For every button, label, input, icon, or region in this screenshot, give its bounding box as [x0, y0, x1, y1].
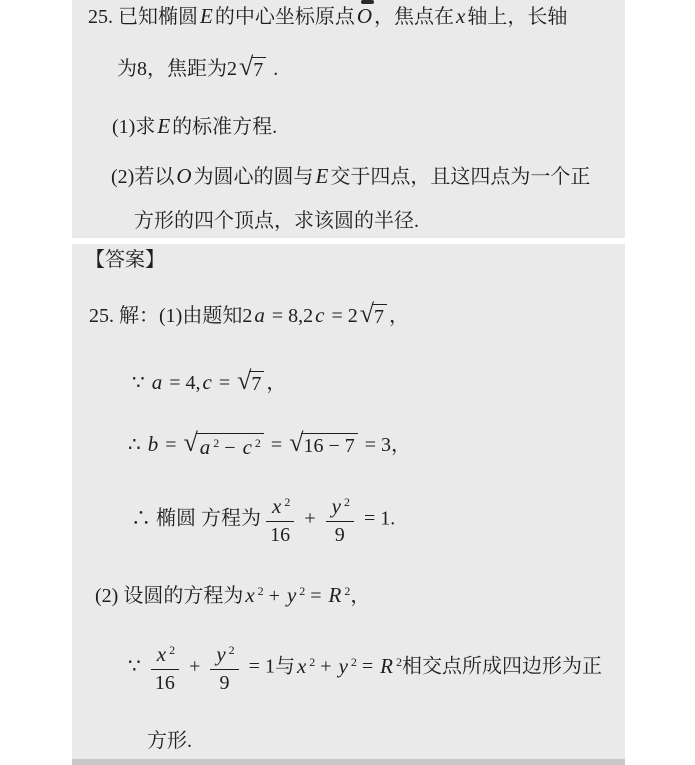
fraction-denominator — [151, 670, 179, 696]
math-segment: = — [356, 655, 379, 678]
superscript: 2 — [343, 495, 350, 510]
radical-icon: √ — [183, 428, 198, 457]
sqrt-expression — [289, 428, 358, 458]
fraction — [326, 494, 354, 548]
math-variable: a — [254, 303, 265, 327]
math-segment: = 4, — [164, 372, 201, 394]
math-segment: 25. — [89, 305, 119, 327]
math-variable: x — [272, 494, 282, 518]
text-line — [131, 494, 395, 548]
math-variable: E — [315, 164, 329, 188]
superscript: 2 — [309, 655, 316, 670]
math-segment: = — [160, 434, 182, 456]
math-variable: c — [242, 435, 252, 459]
text-segment: ， — [391, 434, 412, 456]
math-segment: + — [184, 655, 206, 678]
math-segment: 7 — [253, 59, 264, 81]
math-segment: 9 — [334, 523, 345, 546]
text-segment: 轴上，长轴 — [467, 6, 568, 28]
superscript: 2 — [257, 584, 264, 599]
math-segment: = 2 — [326, 305, 358, 327]
superscript: 2 — [344, 584, 351, 599]
text-line — [85, 246, 165, 274]
fraction — [151, 642, 179, 696]
text-segment: 方形的四个顶点，求该圆的半径. — [134, 210, 419, 232]
fraction-denominator — [326, 522, 354, 548]
math-variable: R — [328, 583, 342, 607]
text-segment: 求 — [135, 116, 156, 138]
math-segment: 16 — [154, 671, 175, 694]
text-line — [89, 301, 409, 330]
sqrt-expression — [237, 366, 264, 396]
text-line — [117, 52, 279, 83]
text-segment: 与 — [274, 655, 295, 678]
text-segment: 相交点所成四边形为正 — [402, 655, 602, 678]
math-variable: y — [286, 583, 297, 607]
math-segment: 2 — [242, 305, 253, 327]
math-variable: c — [315, 303, 325, 327]
math-variable: x — [456, 4, 466, 28]
text-line — [147, 727, 192, 755]
math-segment: = 1. — [358, 507, 396, 530]
sqrt-expression — [183, 428, 264, 460]
math-segment: 25. — [88, 6, 118, 28]
math-segment: (2) — [95, 585, 124, 607]
superscript: 2 — [299, 584, 306, 599]
text-segment: ， — [389, 305, 409, 327]
superscript: 2 — [396, 655, 402, 670]
math-segment: 16 — [270, 523, 291, 546]
text-line — [111, 162, 590, 191]
math-segment: 7 — [251, 373, 262, 395]
superscript: 2 — [350, 655, 357, 670]
text-segment: 设圆的方程为 — [123, 585, 244, 607]
radicand — [301, 433, 357, 458]
text-segment: ，焦距为 — [147, 58, 227, 80]
math-variable: a — [199, 435, 211, 459]
math-segment: 9 — [219, 671, 230, 694]
text-segment: 交于四点，且这四点为一个正 — [330, 166, 591, 188]
fraction-numerator — [210, 642, 238, 670]
math-variable: x — [245, 583, 255, 607]
math-segment: + — [315, 655, 337, 678]
radical-icon: √ — [289, 428, 304, 457]
math-variable: y — [338, 653, 348, 678]
math-variable: O — [176, 164, 192, 188]
text-segment: ，焦点在 — [374, 6, 454, 28]
math-segment: = — [213, 372, 236, 394]
text-segment: 椭圆 方程为 — [156, 507, 261, 530]
text-line — [112, 112, 277, 141]
text-segment: 方形. — [147, 730, 192, 752]
text-segment: 解：(1)由题知 — [119, 305, 243, 327]
radical-icon: √ — [359, 299, 374, 328]
text-segment: 的中心坐标原点 — [214, 6, 355, 28]
text-segment: 为 — [117, 58, 137, 80]
math-segment: 2 — [227, 58, 237, 80]
fraction — [266, 494, 294, 548]
math-segment: + — [263, 585, 285, 607]
radicand — [249, 371, 264, 396]
fraction-numerator — [151, 642, 179, 670]
math-segment: (1) — [112, 116, 136, 138]
superscript: 2 — [228, 643, 235, 658]
text-line — [88, 2, 567, 31]
text-segment: 【答案】 — [85, 249, 165, 271]
superscript: 2 — [169, 643, 176, 658]
text-line — [128, 642, 602, 696]
math-variable: y — [331, 494, 341, 518]
math-variable: O — [356, 4, 372, 28]
text-segment: 已知椭圆 — [118, 6, 198, 28]
math-segment: . — [268, 58, 279, 80]
text-line — [128, 430, 411, 460]
fraction-denominator — [210, 670, 238, 696]
math-variable: E — [200, 4, 213, 28]
math-segment: − — [219, 437, 241, 459]
text-line — [134, 207, 419, 235]
radical-icon: √ — [237, 366, 252, 395]
fraction-numerator — [266, 494, 294, 522]
math-segment: = 3 — [359, 434, 392, 456]
math-variable: b — [147, 432, 159, 456]
superscript: 2 — [284, 495, 291, 510]
fraction — [210, 642, 238, 696]
radicand — [372, 304, 387, 329]
math-variable: R — [380, 653, 393, 678]
math-variable: E — [157, 114, 171, 138]
math-segment: = 8,2 — [266, 305, 314, 327]
sqrt-expression — [359, 299, 387, 329]
math-segment: (2) — [111, 166, 135, 188]
math-segment: = 1 — [243, 655, 275, 678]
radicand — [251, 57, 266, 82]
page-edge-strip — [72, 759, 625, 765]
math-segment: ∵ — [128, 655, 146, 678]
math-segment: = — [265, 434, 288, 456]
math-segment: ∴ — [131, 507, 156, 530]
math-segment: 16 − 7 — [303, 435, 355, 457]
radicand — [196, 433, 264, 460]
math-segment: = — [305, 585, 327, 607]
superscript: 2 — [213, 436, 220, 451]
text-segment: ， — [350, 585, 371, 607]
fraction-denominator — [266, 522, 294, 548]
math-segment: + — [299, 507, 321, 530]
math-segment: 7 — [374, 306, 384, 328]
text-segment: 若以 — [134, 166, 175, 188]
math-segment: 8 — [137, 58, 147, 80]
superscript: 2 — [254, 436, 261, 451]
text-segment: ， — [266, 372, 287, 394]
math-segment: ∴ — [128, 434, 146, 456]
math-variable: c — [202, 370, 212, 394]
math-segment: ∵ — [132, 372, 150, 394]
text-segment: 的标准方程. — [172, 116, 278, 138]
math-variable: x — [156, 642, 167, 666]
text-line — [132, 368, 286, 397]
math-variable: x — [296, 653, 307, 678]
math-variable: a — [151, 370, 163, 394]
text-segment: 为圆心的圆与 — [193, 166, 314, 188]
sqrt-expression — [239, 52, 266, 82]
radical-icon: √ — [239, 52, 254, 81]
text-line — [95, 581, 370, 610]
math-variable: y — [216, 642, 226, 666]
fraction-numerator — [326, 494, 354, 522]
